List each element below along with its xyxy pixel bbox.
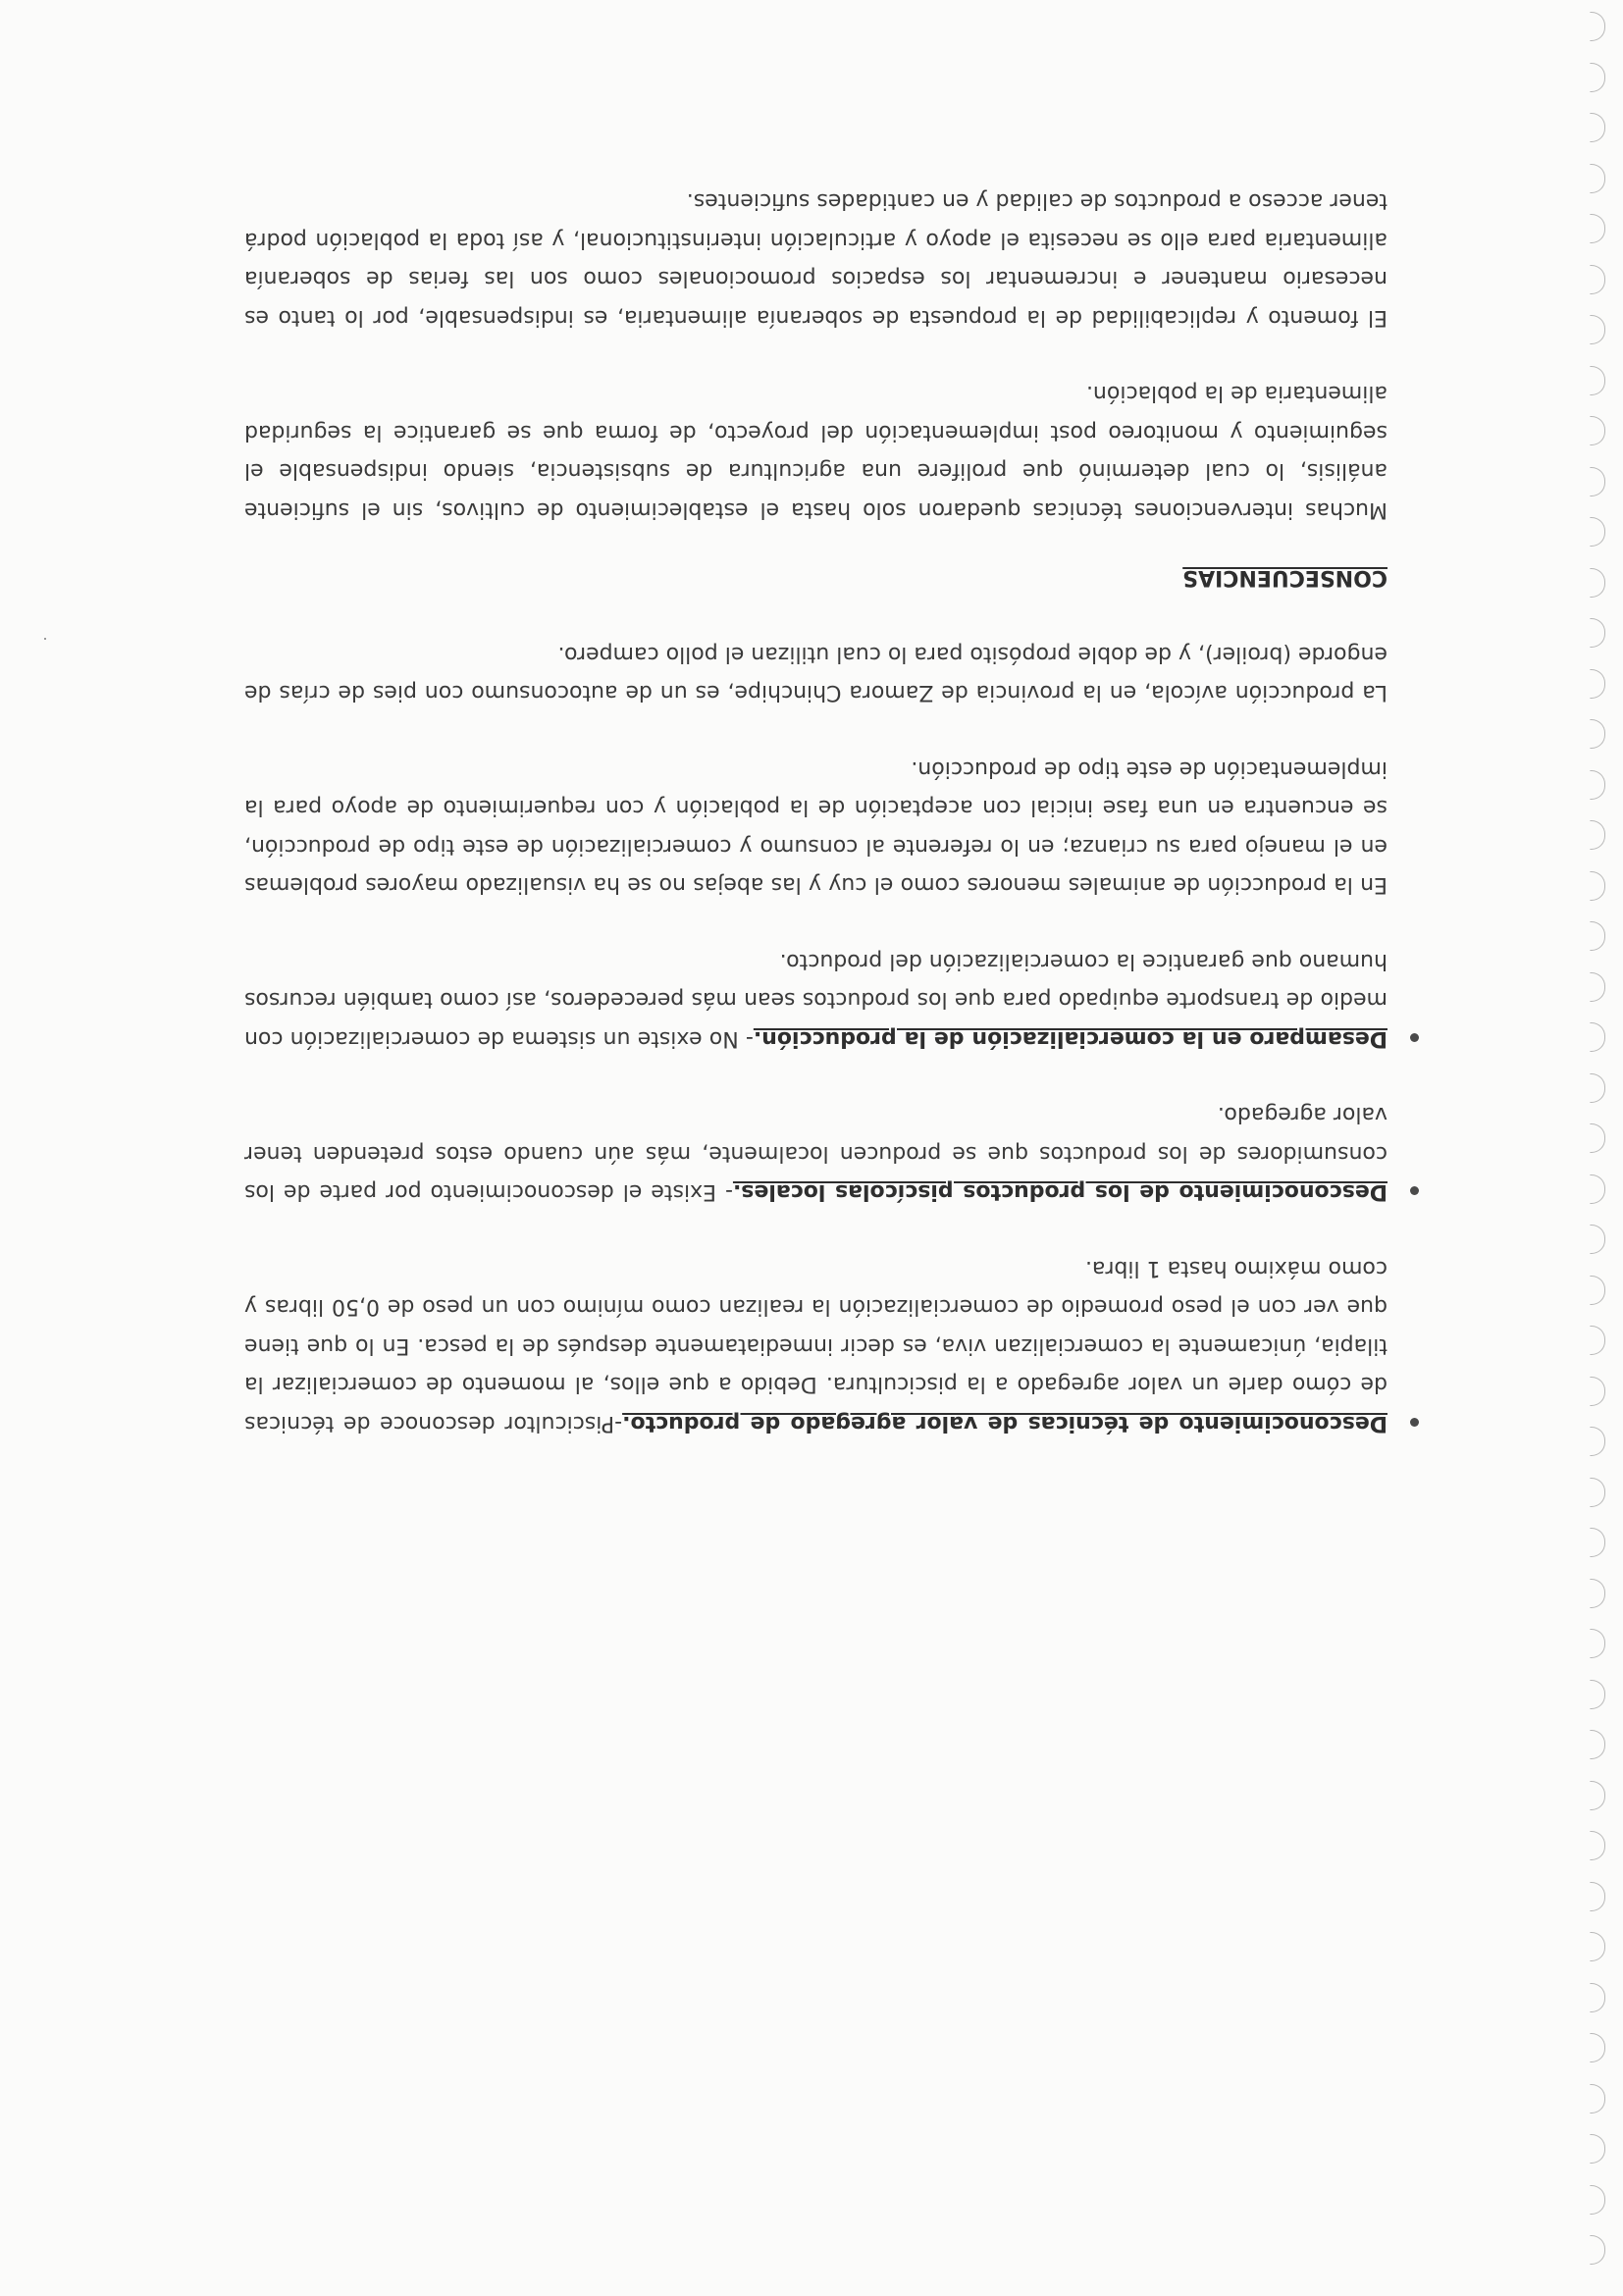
- binding-hole: [1590, 2084, 1605, 2113]
- binding-hole: [1590, 1528, 1605, 1557]
- binding-hole: [1590, 214, 1605, 243]
- binding-hole: [1590, 871, 1605, 901]
- paragraph-text: En la producción de animales menores como el cuy y las abejas no se ha visualizado mayores problemas en el manejo para su crianza; en lo referente al consumo y comercialización de este tipo de producción, se encuentra en una fase inicial con aceptación de la población y con requerimiento de apoyo para la implementación de este tipo de producción.: [244, 757, 1387, 898]
- bullet-icon: [1410, 1187, 1419, 1196]
- paragraph-text: - Existe el desconocimiento por parte de los consumidores de los productos que se producen localmente, más aún cuando estos pretenden tener valor agregado.: [244, 1102, 1387, 1205]
- binding-hole: [1590, 113, 1605, 142]
- binding-hole: [1590, 1983, 1605, 2012]
- binding-hole: [1590, 2185, 1605, 2215]
- binding-hole: [1590, 1427, 1605, 1456]
- paragraph-heading: Desamparo en la comercialización de la producción.: [753, 1026, 1387, 1051]
- binding-hole: [1590, 1831, 1605, 1860]
- paragraph-animales-menores: [244, 750, 1387, 905]
- scan-speck: [44, 638, 46, 640]
- bullet-icon: [1410, 1418, 1419, 1427]
- binding-hole: [1590, 1629, 1605, 1658]
- binding-hole: [1590, 618, 1605, 648]
- binding-hole: [1590, 1123, 1605, 1153]
- bullet-icon: [1410, 1033, 1419, 1042]
- binding-hole: [1590, 1781, 1605, 1810]
- paragraph-fomento: [244, 182, 1387, 337]
- paragraph-text: - No existe un sistema de comercialización con medio de transporte equipado para que los productos sean más perecederos, así como también recursos humano que garantice la comercialización del producto.: [244, 949, 1387, 1051]
- binding-hole: [1590, 1276, 1605, 1305]
- binding-hole: [1590, 1377, 1605, 1406]
- binding-hole: [1590, 517, 1605, 547]
- binding-hole: [1590, 2235, 1605, 2265]
- binding-hole: [1590, 1932, 1605, 1961]
- binding-hole: [1590, 1073, 1605, 1103]
- binding-hole: [1590, 1730, 1605, 1759]
- paragraph-avicola: [244, 635, 1387, 712]
- section-title: CONSECUENCIAS: [1182, 565, 1387, 591]
- binding-hole: [1590, 467, 1605, 496]
- binding-hole: [1590, 315, 1605, 344]
- binding-hole: [1590, 265, 1605, 294]
- binding-hole: [1590, 164, 1605, 193]
- binding-holes: [1564, 0, 1623, 2296]
- paragraph-text: -Piscicultor desconoce de técnicas de cómo darle un valor agregado a la piscicultura. Debido a que ellos, al momento de comercializar la tilapia, únicamente la comercializan viva, es decir inmediatamente después de la pesca. En lo que tiene que ver con el peso promedio de comercialización la realizan como mínimo con un peso de 0,50 libras y como máximo hasta 1 libra.: [244, 1256, 1387, 1435]
- paragraph-productos-piscicolas: [244, 1095, 1387, 1212]
- binding-hole: [1590, 1579, 1605, 1608]
- paragraph-intervenciones: [244, 374, 1387, 529]
- document-body: [244, 144, 1387, 1442]
- binding-hole: [1590, 1174, 1605, 1204]
- binding-hole: [1590, 1882, 1605, 1911]
- binding-hole: [1590, 921, 1605, 951]
- paragraph-text: Muchas intervenciones técnicas quedaron solo hasta el establecimiento de cultivos, sin el suficiente análisis, lo cual determinó que prolifere una agricultura de subsistencia, siendo indispensable el seguimiento y monitoreo post implementación del proyecto, de forma que se garantice la seguridad alimentaria de la población.: [244, 381, 1387, 522]
- binding-hole: [1590, 1225, 1605, 1254]
- paragraph-text: La producción avícola, en la provincia de Zamora Chinchipe, es un de autoconsumo con pies de crías de engorde (broiler), y de doble propósito para lo cual utilizan el pollo campero.: [244, 642, 1387, 705]
- binding-hole: [1590, 1326, 1605, 1355]
- binding-hole: [1590, 1478, 1605, 1507]
- binding-hole: [1590, 669, 1605, 699]
- binding-hole: [1590, 972, 1605, 1002]
- binding-hole: [1590, 568, 1605, 598]
- binding-hole: [1590, 416, 1605, 445]
- binding-hole: [1590, 12, 1605, 41]
- binding-hole: [1590, 719, 1605, 749]
- paragraph-valor-agregado: [244, 1249, 1387, 1443]
- paragraph-text: El fomento y replicabilidad de la propuesta de soberanía alimentaria, es indispensable, por lo tanto es necesario mantener e incrementar los espacios promocionales como son las ferias de soberanía alimentaria para ello se necesita el apoyo y articulación interinstitucional, y así toda la población podrá tener acceso a productos de calidad y en cantidades suficientes.: [244, 188, 1387, 330]
- binding-hole: [1590, 820, 1605, 850]
- binding-hole: [1590, 1022, 1605, 1052]
- binding-hole: [1590, 63, 1605, 92]
- binding-hole: [1590, 2134, 1605, 2164]
- binding-hole: [1590, 1680, 1605, 1709]
- paragraph-heading: Desconocimiento de técnicas de valor agregado de producto.: [622, 1411, 1387, 1435]
- paragraph-heading: Desconocimiento de los productos piscícolas locales.: [732, 1179, 1387, 1205]
- binding-hole: [1590, 770, 1605, 800]
- binding-hole: [1590, 366, 1605, 395]
- binding-hole: [1590, 2033, 1605, 2062]
- paragraph-comercializacion: [244, 942, 1387, 1059]
